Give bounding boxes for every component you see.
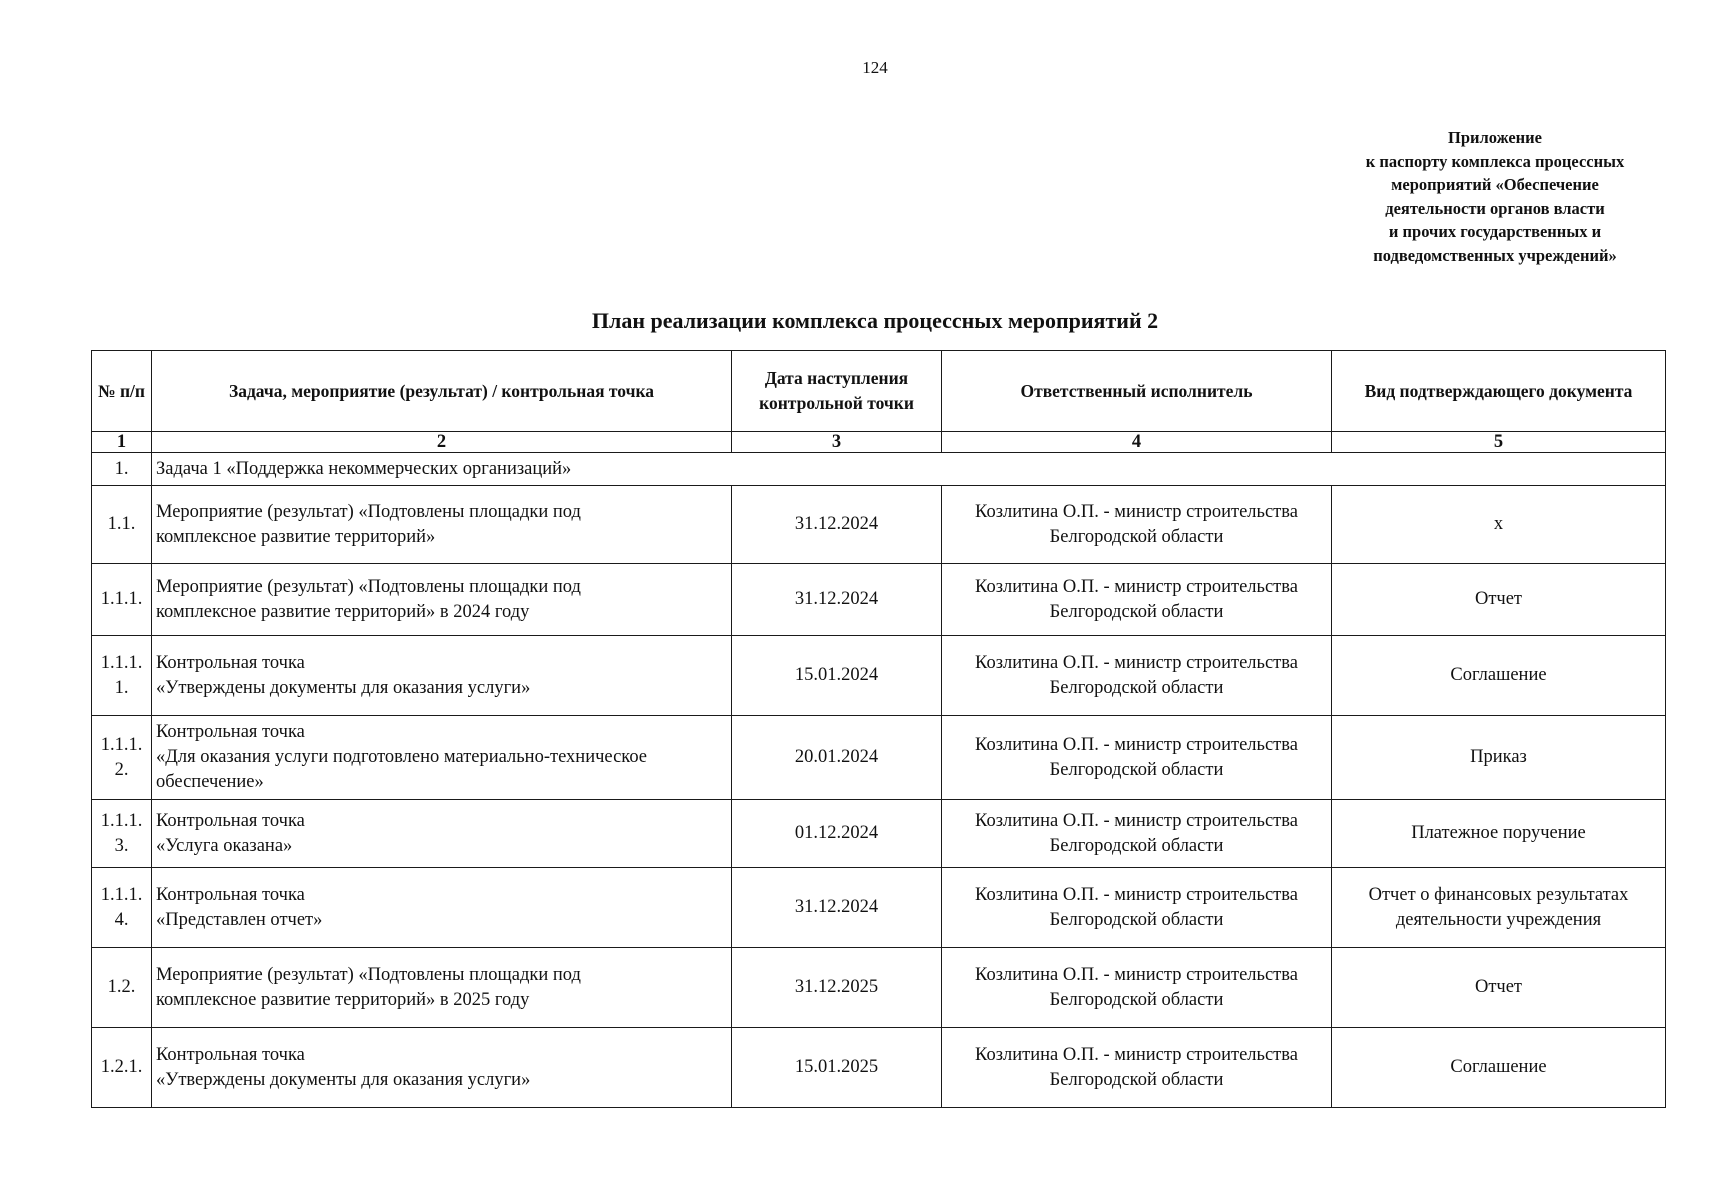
header-date: Дата наступления контрольной точки — [732, 351, 942, 432]
row-task-line: Мероприятие (результат) «Подтовлены площадки под — [156, 501, 581, 522]
row-date: 01.12.2024 — [732, 800, 942, 868]
row-number: 1.1.1.1. — [92, 636, 152, 716]
row-task-line: комплексное развитие территорий» в 2024 году — [156, 601, 530, 622]
row-document — [1332, 868, 1666, 948]
row-executor-line: Белгородской области — [1049, 989, 1224, 1010]
page-number: 124 — [862, 58, 888, 77]
row-document — [1332, 948, 1666, 1028]
row-document-line: Соглашение — [1450, 665, 1547, 685]
row-executor-line: Козлитина О.П. - министр строительства — [975, 884, 1298, 905]
row-number: 1.1.1. — [92, 564, 152, 636]
row-task — [152, 716, 732, 800]
row-document-line: Соглашение — [1450, 1057, 1547, 1077]
table-row — [92, 1028, 1666, 1108]
row-task — [152, 800, 732, 868]
row-document — [1332, 800, 1666, 868]
row-date: 31.12.2024 — [732, 868, 942, 948]
row-executor-line: Козлитина О.П. - министр строительства — [975, 964, 1298, 985]
row-task-line: Контрольная точка — [156, 1044, 305, 1065]
column-number: 4 — [942, 432, 1332, 453]
row-date: 15.01.2025 — [732, 1028, 942, 1108]
task-row — [92, 453, 1666, 486]
row-task-line: «Услуга оказана» — [156, 835, 293, 856]
row-task-line: комплексное развитие территорий» в 2025 году — [156, 989, 530, 1010]
row-date: 15.01.2024 — [732, 636, 942, 716]
row-document-line: Приказ — [1470, 747, 1527, 767]
row-date: 31.12.2024 — [732, 564, 942, 636]
table-row — [92, 636, 1666, 716]
header-executor: Ответственный исполнитель — [942, 351, 1332, 432]
row-document — [1332, 564, 1666, 636]
appendix-line: подведомственных учреждений» — [1373, 245, 1617, 265]
row-document-line: х — [1493, 514, 1504, 534]
table-row — [92, 564, 1666, 636]
row-task-line: «Для оказания услуги подготовлено материально-техническое — [156, 747, 648, 767]
row-number: 1.2. — [92, 948, 152, 1028]
row-number: 1.1.1.2. — [92, 716, 152, 800]
row-executor-line: Белгородской области — [1049, 909, 1224, 930]
row-date: 31.12.2025 — [732, 948, 942, 1028]
row-executor — [942, 868, 1332, 948]
column-number: 3 — [732, 432, 942, 453]
row-task-line: комплексное развитие территорий» — [156, 526, 436, 547]
row-executor-line: Козлитина О.П. - министр строительства — [975, 1044, 1298, 1065]
row-date: 20.01.2024 — [732, 716, 942, 800]
row-document-line: Отчет — [1474, 589, 1523, 609]
appendix-line: Приложение — [1447, 128, 1543, 147]
column-number: 5 — [1332, 432, 1666, 453]
row-executor-line: Козлитина О.П. - министр строительства — [975, 734, 1298, 755]
row-document — [1332, 486, 1666, 564]
row-task — [152, 636, 732, 716]
appendix-line: деятельности органов власти — [1385, 198, 1605, 218]
row-number: 1.1.1.3. — [92, 800, 152, 868]
row-executor — [942, 948, 1332, 1028]
row-executor-line: Козлитина О.П. - министр строительства — [975, 576, 1298, 597]
table-header-row — [92, 351, 1666, 432]
appendix-line: к паспорту комплекса процессных — [1365, 151, 1625, 171]
row-executor — [942, 636, 1332, 716]
row-document — [1332, 1028, 1666, 1108]
row-task-line: Контрольная точка — [156, 652, 305, 673]
appendix-line: мероприятий «Обеспечение — [1391, 175, 1599, 194]
row-executor — [942, 1028, 1332, 1108]
row-task — [152, 486, 732, 564]
table-row — [92, 716, 1666, 800]
row-executor-line: Белгородской области — [1049, 601, 1224, 622]
row-task-line: «Представлен отчет» — [156, 909, 323, 930]
header-doc: Вид подтверждающего документа — [1332, 351, 1666, 432]
row-number: 1.1.1.4. — [92, 868, 152, 948]
header-num: № п/п — [92, 351, 152, 432]
row-document-line: Отчет — [1474, 977, 1523, 997]
table-row — [92, 868, 1666, 948]
row-task-line: Контрольная точка — [156, 810, 305, 831]
row-executor — [942, 564, 1332, 636]
row-executor-line: Белгородской области — [1049, 759, 1224, 780]
row-task-line: обеспечение» — [156, 772, 264, 792]
row-executor-line: Белгородской области — [1049, 677, 1224, 698]
table-row — [92, 948, 1666, 1028]
row-executor — [942, 486, 1332, 564]
row-executor-line: Белгородской области — [1049, 526, 1224, 547]
table-row — [92, 800, 1666, 868]
row-document-line: деятельности учреждения — [1395, 909, 1602, 930]
row-task-line: Контрольная точка — [156, 884, 305, 905]
header-task: Задача, мероприятие (результат) / контрольная точка — [152, 351, 732, 432]
task-title: Задача 1 «Поддержка некоммерческих организаций» — [152, 453, 1666, 486]
row-task-line: «Утверждены документы для оказания услуги» — [156, 677, 531, 698]
row-document — [1332, 636, 1666, 716]
table-row — [92, 486, 1666, 564]
appendix-line: и прочих государственных и — [1388, 222, 1602, 241]
row-task-line: «Утверждены документы для оказания услуги» — [156, 1069, 531, 1090]
row-task-line: Мероприятие (результат) «Подтовлены площадки под — [156, 964, 581, 985]
row-task-line: Мероприятие (результат) «Подтовлены площадки под — [156, 576, 581, 597]
row-document-line: Отчет о финансовых результатах — [1368, 884, 1629, 905]
column-number: 1 — [92, 432, 152, 453]
row-document — [1332, 716, 1666, 800]
document-title: План реализации комплекса процессных мероприятий 2 — [591, 308, 1159, 333]
row-executor-line: Белгородской области — [1049, 1069, 1224, 1090]
row-executor — [942, 800, 1332, 868]
row-task — [152, 948, 732, 1028]
row-executor-line: Козлитина О.П. - министр строительства — [975, 652, 1298, 673]
row-executor — [942, 716, 1332, 800]
appendix-note — [1300, 126, 1690, 267]
row-number: 1.2.1. — [92, 1028, 152, 1108]
row-document-line: Платежное поручение — [1411, 823, 1586, 843]
row-executor-line: Козлитина О.П. - министр строительства — [975, 501, 1298, 522]
plan-table — [91, 350, 1666, 1108]
row-number: 1.1. — [92, 486, 152, 564]
row-executor-line: Козлитина О.П. - министр строительства — [975, 810, 1298, 831]
row-task — [152, 564, 732, 636]
row-task — [152, 1028, 732, 1108]
row-date: 31.12.2024 — [732, 486, 942, 564]
row-task — [152, 868, 732, 948]
row-task-line: Контрольная точка — [156, 722, 305, 742]
row-executor-line: Белгородской области — [1049, 835, 1224, 856]
column-number: 2 — [152, 432, 732, 453]
column-numbers-row — [92, 432, 1666, 453]
task-number: 1. — [92, 453, 152, 486]
